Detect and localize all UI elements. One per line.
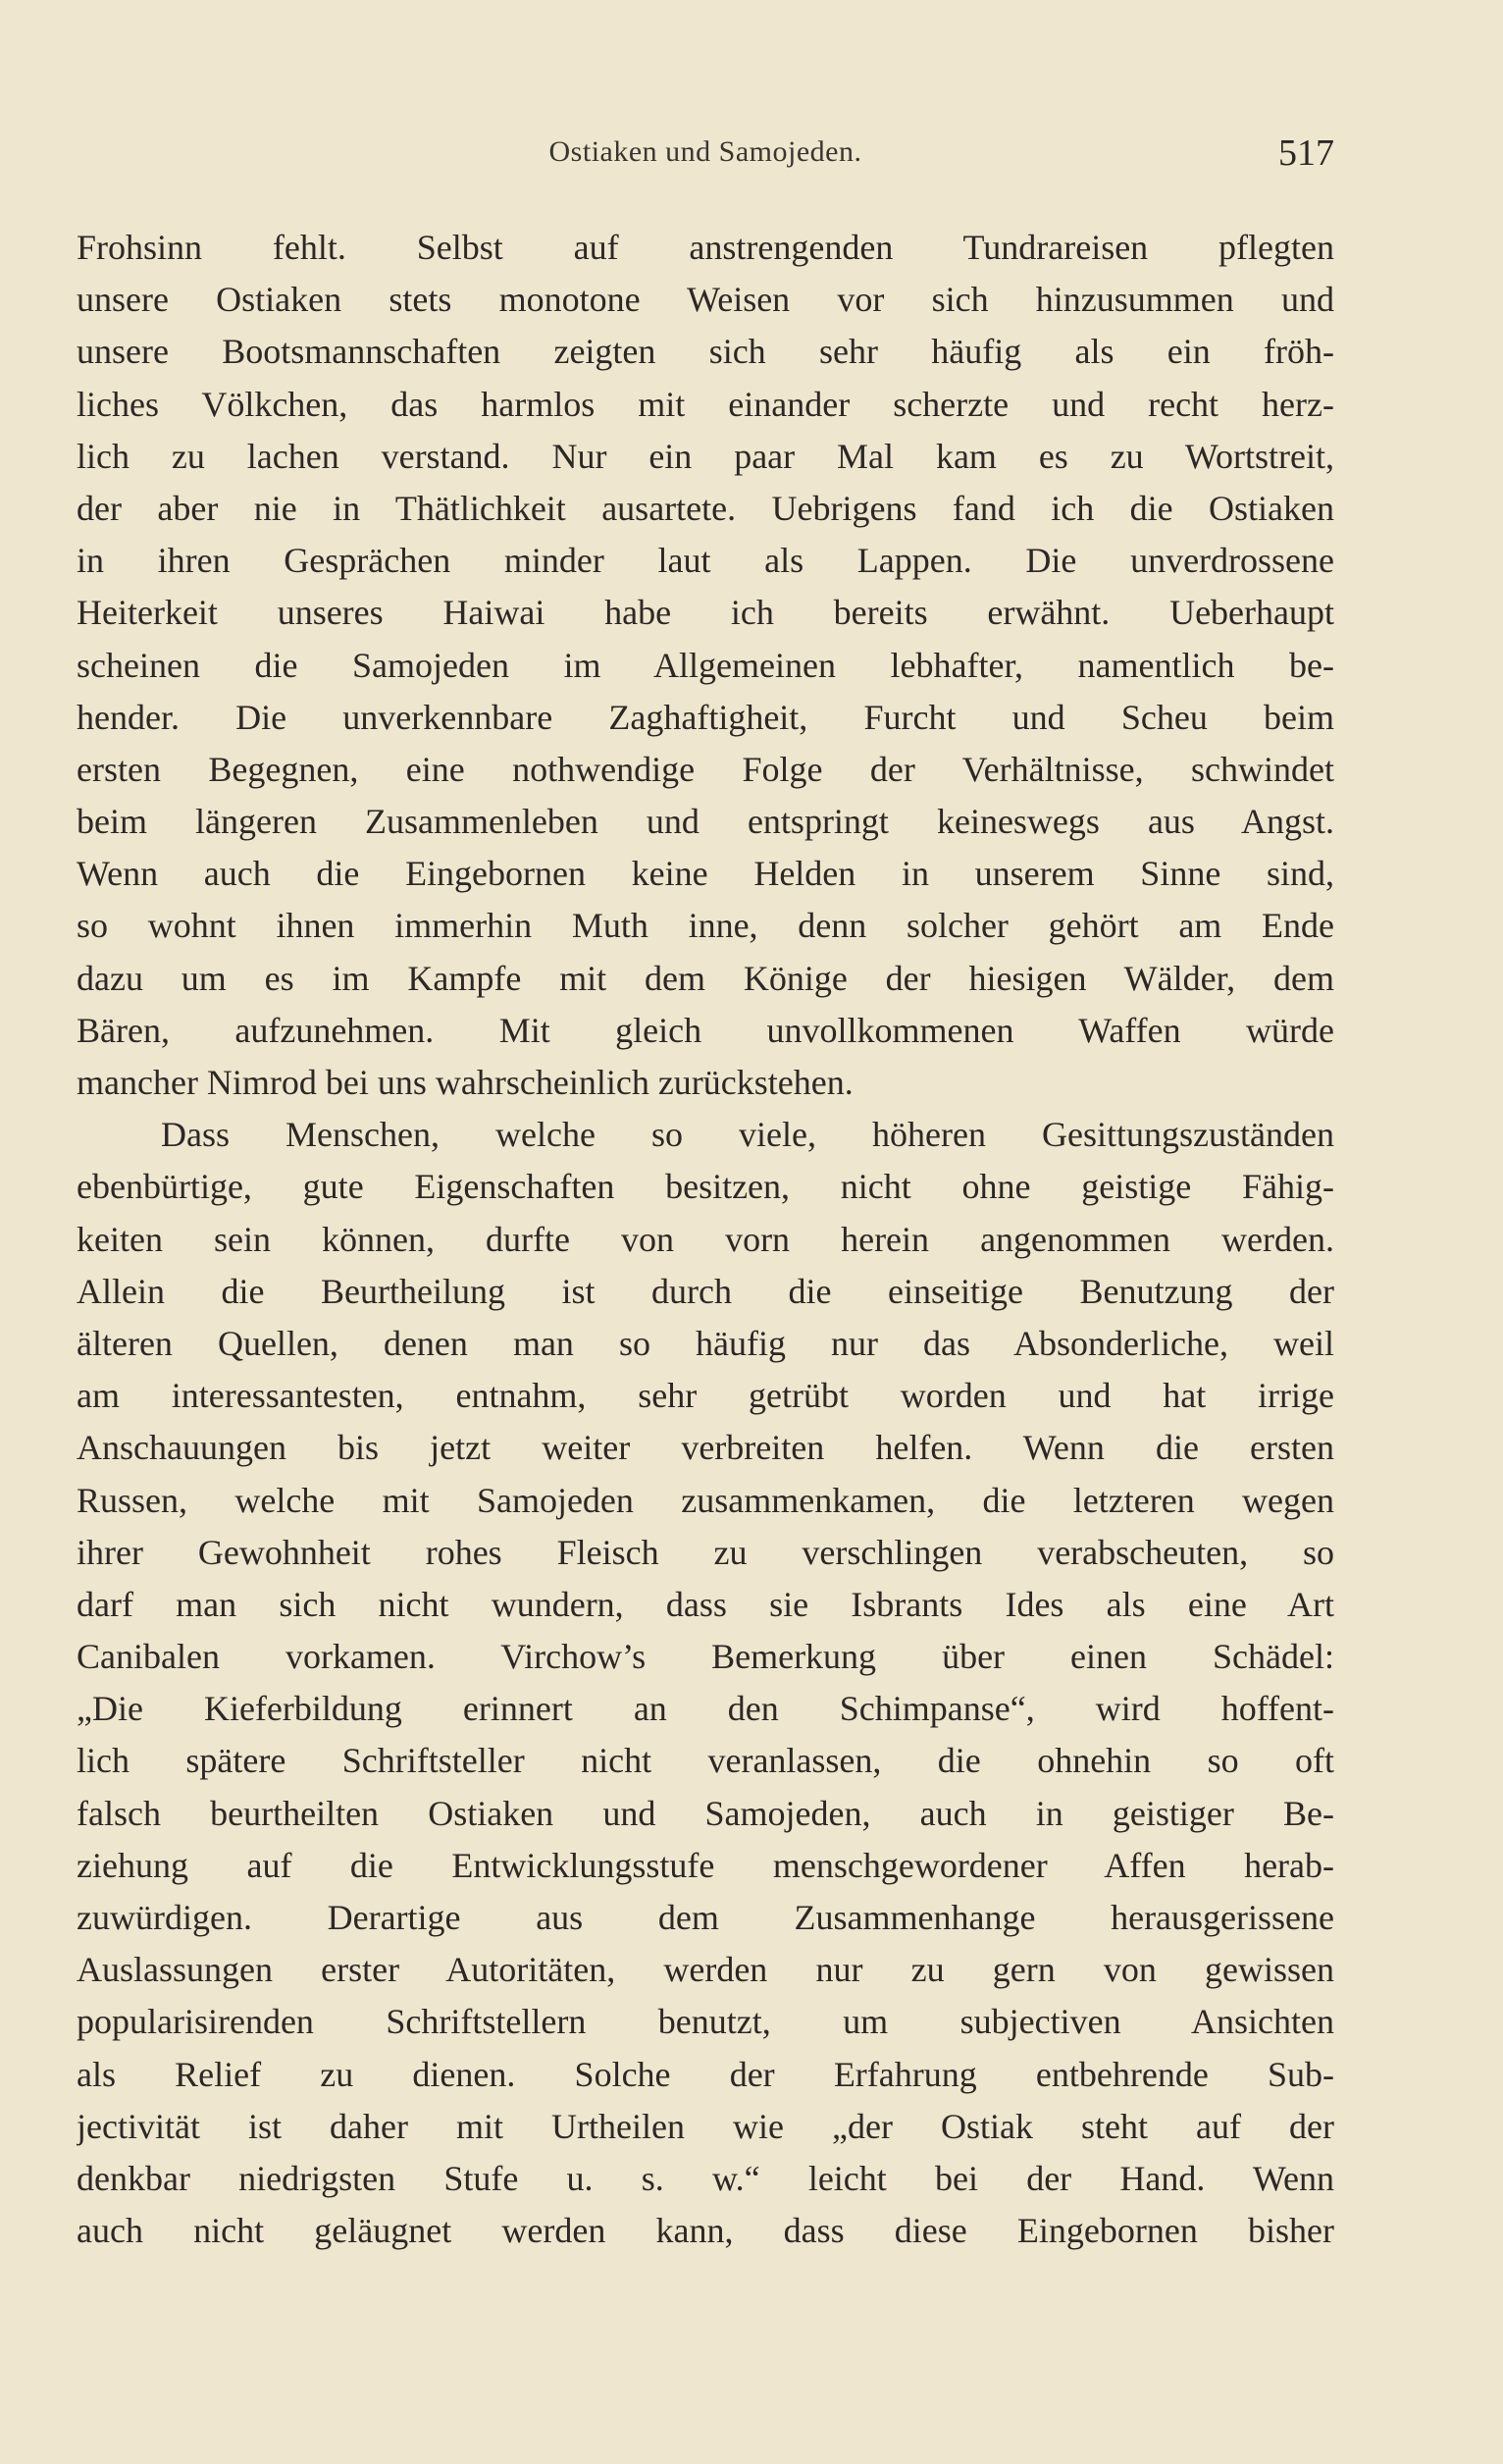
text-line: keiten sein können, durfte von vorn herein angenommen werden. (77, 1219, 1334, 1259)
text-line: denkbar niedrigsten Stufe u. s. w.“ leicht bei der Hand. Wenn (77, 2158, 1334, 2198)
text-line: Dass Menschen, welche so viele, höheren Gesittungszuständen (161, 1115, 1334, 1155)
text-line: älteren Quellen, denen man so häufig nur das Absonderliche, weil (77, 1323, 1334, 1363)
text-line: mancher Nimrod bei uns wahrscheinlich zurückstehen. (77, 1063, 854, 1102)
text-line: falsch beurtheilten Ostiaken und Samojeden, auch in geistiger Be- (77, 1793, 1334, 1833)
text-line: Canibalen vorkamen. Virchow’s Bemerkung über einen Schädel: (77, 1637, 1334, 1677)
text-line: hender. Die unverkennbare Zaghaftigheit, Furcht und Scheu beim (77, 697, 1334, 737)
text-line: zuwürdigen. Derartige aus dem Zusammenhange herausgerissene (77, 1898, 1334, 1937)
text-line: jectivität ist daher mit Urtheilen wie „der Ostiak steht auf der (77, 2106, 1334, 2146)
text-line: unsere Bootsmannschaften zeigten sich sehr häufig als ein fröh- (77, 332, 1334, 372)
text-line: unsere Ostiaken stets monotone Weisen vor sich hinzusummen und (77, 280, 1334, 320)
text-line: Wenn auch die Eingebornen keine Helden in unserem Sinne sind, (77, 854, 1334, 894)
text-line: Frohsinn fehlt. Selbst auf anstrengenden Tundrareisen pflegten (77, 228, 1334, 267)
text-line: als Relief zu dienen. Solche der Erfahrung entbehrende Sub- (77, 2054, 1334, 2094)
text-line: lich zu lachen verstand. Nur ein paar Mal kam es zu Wortstreit, (77, 436, 1334, 476)
text-line: lich spätere Schriftsteller nicht veranlassen, die ohnehin so oft (77, 1741, 1334, 1781)
text-line: ihrer Gewohnheit rohes Fleisch zu verschlingen verabscheuten, so (77, 1532, 1334, 1572)
text-line: ziehung auf die Entwicklungsstufe menschgewordener Affen herab- (77, 1845, 1334, 1885)
body-text (77, 222, 1334, 2257)
text-line: Russen, welche mit Samojeden zusammenkamen, die letzteren wegen (77, 1480, 1334, 1520)
text-line: auch nicht geläugnet werden kann, dass diese Eingebornen bisher (77, 2211, 1334, 2251)
text-line: Auslassungen erster Autoritäten, werden nur zu gern von gewissen (77, 1950, 1334, 1990)
text-line: Anschauungen bis jetzt weiter verbreiten helfen. Wenn die ersten (77, 1428, 1334, 1468)
text-line: Bären, aufzunehmen. Mit gleich unvollkommenen Waffen würde (77, 1010, 1334, 1050)
text-line: Heiterkeit unseres Haiwai habe ich bereits erwähnt. Ueberhaupt (77, 593, 1334, 633)
text-line: liches Völkchen, das harmlos mit einander scherzte und recht herz- (77, 384, 1334, 424)
text-line: „Die Kieferbildung erinnert an den Schimpanse“, wird hoffent- (77, 1689, 1334, 1729)
text-line: darf man sich nicht wundern, dass sie Isbrants Ides als eine Art (77, 1584, 1334, 1624)
text-line: der aber nie in Thätlichkeit ausartete. Uebrigens fand ich die Ostiaken (77, 488, 1334, 528)
text-line: so wohnt ihnen immerhin Muth inne, denn solcher gehört am Ende (77, 906, 1334, 946)
text-line: am interessantesten, entnahm, sehr getrübt worden und hat irrige (77, 1376, 1334, 1416)
text-line: Allein die Beurtheilung ist durch die einseitige Benutzung der (77, 1271, 1334, 1311)
running-header (77, 132, 1334, 179)
text-line: in ihren Gesprächen minder laut als Lappen. Die unverdrossene (77, 541, 1334, 581)
text-line: ersten Begegnen, eine nothwendige Folge der Verhältnisse, schwindet (77, 749, 1334, 789)
page-number: 517 (1278, 132, 1334, 174)
text-line: dazu um es im Kampfe mit dem Könige der hiesigen Wälder, dem (77, 958, 1334, 998)
text-line: ebenbürtige, gute Eigenschaften besitzen, nicht ohne geistige Fähig- (77, 1167, 1334, 1207)
running-title: Ostiaken und Samojeden. (548, 135, 862, 168)
text-line: scheinen die Samojeden im Allgemeinen lebhafter, namentlich be- (77, 645, 1334, 685)
text-line: popularisirenden Schriftstellern benutzt, um subjectiven Ansichten (77, 2002, 1334, 2042)
text-line: beim längeren Zusammenleben und entspringt keineswegs aus Angst. (77, 802, 1334, 842)
